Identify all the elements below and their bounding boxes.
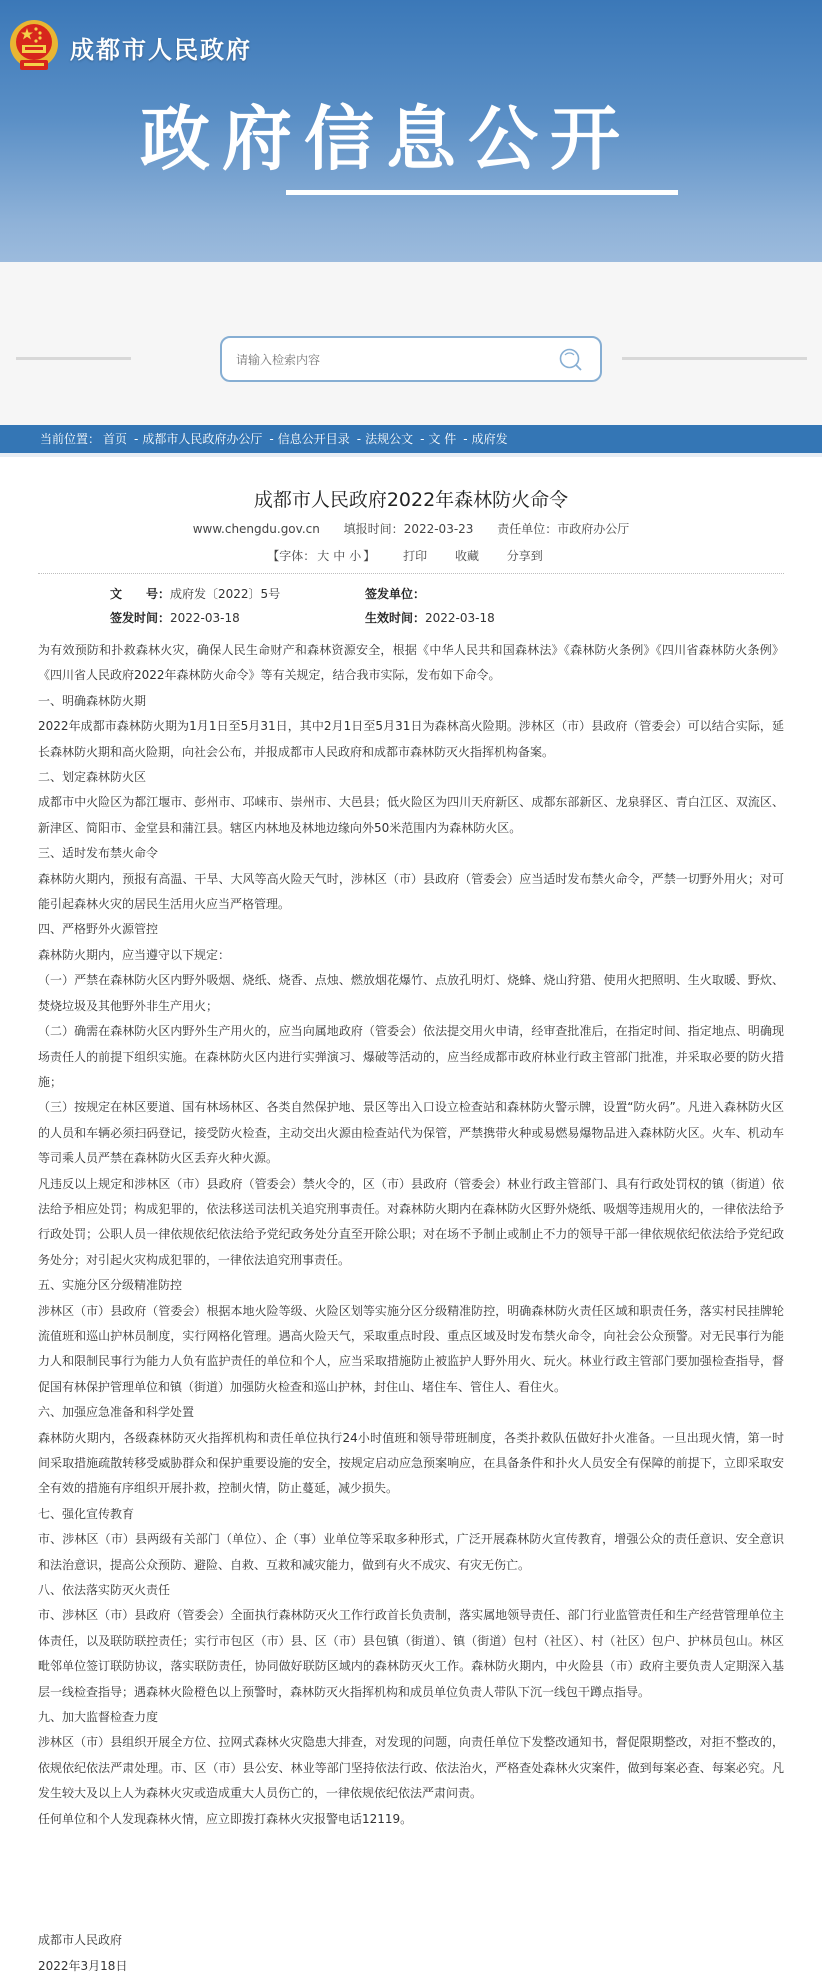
- breadcrumb-separator: -: [420, 432, 425, 446]
- section-heading: 九、加大监督检查力度: [38, 1710, 159, 1725]
- breadcrumb-separator: -: [269, 432, 274, 446]
- font-size-medium-button[interactable]: 中: [333, 549, 346, 563]
- paragraph: 市、涉林区（市）县政府（管委会）全面执行森林防灭火工作行政首长负责制，落实属地领导责任、部门行业监管责任和生产经营管理单位主体责任，以及联防联控责任；实行市包区（市）县、区（市）县包镇（街道）、镇（街道）包村（社区）、村（社区）包户、护林员包山。林区毗邻单位签订联防协议，落实联防责任，协同做好联防区域内的森林防灭火工作。森林防火期内，中火险县（市）政府主要负责人定期深入基层一线检查指导；遇森林火险橙色以上预警时，森林防灭火指挥机构和成员单位负责人带队下沉一线包干蹲点指导。: [38, 1608, 784, 1699]
- breadcrumb-separator: -: [356, 432, 362, 446]
- section-heading: 三、适时发布禁火命令: [38, 846, 159, 861]
- font-size-label-open: 【字体：: [267, 549, 316, 563]
- breadcrumb-separator: -: [134, 432, 139, 446]
- paragraph: （三）按规定在林区要道、国有林场林区、各类自然保护地、景区等出入口设立检查站和森林防火警示牌，设置“防火码”。凡进入森林防火区的人员和车辆必须扫码登记，接受防火检查，主动交出火源由检查站代为保管，严禁携带火种或易燃易爆物品进入森林防火区。火车、机动车等司乘人员严禁在森林防火区丢弃火种火源。: [38, 1100, 784, 1166]
- responsible-unit: [497, 522, 629, 536]
- font-size-control: [267, 549, 375, 563]
- article-tools: [38, 547, 784, 574]
- search-area: [0, 262, 822, 425]
- section-heading: 八、依法落实防灭火责任: [38, 1583, 171, 1598]
- issue-time: [110, 606, 365, 630]
- effective-time-label: 生效时间：: [365, 611, 426, 625]
- article: [0, 485, 822, 1979]
- fill-time: [344, 522, 474, 536]
- paragraph: （二）确需在森林防火区内野外生产用火的，应当向属地政府（管委会）依法提交用火申请，经审查批准后，在指定时间、指定地点、明确现场责任人的前提下组织实施。在森林防火区内进行实弹演习、爆破等活动的，应当经成都市政府林业行政主管部门批准，并采取必要的防火措施；: [38, 1024, 784, 1089]
- print-button[interactable]: 打印: [403, 549, 428, 563]
- doc-number-label: 文 号：: [110, 587, 171, 601]
- font-size-large-button[interactable]: 大: [317, 549, 330, 563]
- search-icon[interactable]: [558, 347, 584, 373]
- font-size-label-close: 】: [363, 549, 376, 563]
- site-name[interactable]: 成都市人民政府: [70, 36, 252, 64]
- signature: [38, 1927, 784, 1979]
- breadcrumb-item-home[interactable]: 首页: [103, 432, 128, 446]
- breadcrumb-item-regulations[interactable]: 法规公文: [365, 432, 414, 446]
- paragraph-preamble: 为有效预防和扑救森林火灾，确保人民生命财产和森林资源安全，根据《中华人民共和国森林法》《森林防火条例》《四川省森林防火条例》《四川省人民政府2022年森林防火命令》等有关规定，结合我市实际，发布如下命令。: [38, 643, 784, 683]
- search-divider-right: [622, 357, 807, 360]
- info-row: [110, 582, 784, 606]
- section-heading: 五、实施分区分级精准防控: [38, 1278, 183, 1293]
- paragraph: 凡违反以上规定和涉林区（市）县政府（管委会）禁火令的，区（市）县政府（管委会）林业行政主管部门、具有行政处罚权的镇（街道）依法给予相应处罚；构成犯罪的，依法移送司法机关追究刑事责任。对森林防火期内在森林防火区野外烧纸、吸烟等违规用火的，一律依法给予行政处罚；公职人员一律依规依纪依法给予党纪政务处分直至开除公职；对在场不予制止或制止不力的领导干部一律依规依纪依法给予党纪政务处分；对引起火灾构成犯罪的，一律依法追究刑事责任。: [38, 1176, 784, 1267]
- breadcrumb-label: 当前位置：: [40, 432, 101, 446]
- paragraph: （一）严禁在森林防火区内野外吸烟、烧纸、烧香、点烛、燃放烟花爆竹、点放孔明灯、烧蜂、烧山狩猎、使用火把照明、生火取暖、野炊、焚烧垃圾及其他野外非生产用火；: [38, 973, 784, 1013]
- doc-number: [110, 582, 365, 606]
- fill-time-value: 2022-03-23: [403, 522, 474, 536]
- search-input[interactable]: [234, 338, 538, 382]
- breadcrumb-separator: -: [463, 432, 468, 446]
- fill-time-label: 填报时间：: [343, 522, 404, 536]
- effective-time: [365, 606, 620, 630]
- article-meta: [38, 520, 784, 537]
- signature-date: 2022年3月18日: [38, 1959, 128, 1974]
- paragraph: 涉林区（市）县组织开展全方位、拉网式森林火灾隐患大排查，对发现的问题，向责任单位下发整改通知书，督促限期整改，对拒不整改的，依规依纪依法严肃处理。市、区（市）县公安、林业等部门坚持依法行政、依法治火，严格查处森林火灾案件，做到每案必查、每案必究。凡发生较大及以上人为森林火灾或造成重大人员伤亡的，一律依规依纪依法严肃问责。: [38, 1735, 784, 1801]
- breadcrumb: [0, 425, 822, 457]
- search-divider-left: [16, 357, 131, 360]
- signature-org: 成都市人民政府: [38, 1933, 123, 1948]
- section-heading: 七、强化宣传教育: [38, 1506, 135, 1521]
- breadcrumb-item-catalog[interactable]: 信息公开目录: [277, 432, 350, 446]
- section-heading: 六、加强应急准备和科学处置: [38, 1405, 195, 1420]
- paragraph: 森林防火期内，应当遵守以下规定：: [38, 947, 231, 962]
- issuer-label: 签发单位：: [365, 587, 426, 601]
- issue-time-label: 签发时间：: [110, 611, 171, 625]
- title-underline: [286, 190, 678, 195]
- breadcrumb-item-chengfufa[interactable]: 成府发: [471, 432, 508, 446]
- paragraph: 2022年成都市森林防火期为1月1日至5月31日，其中2月1日至5月31日为森林高火险期。涉林区（市）县政府（管委会）可以结合实际，延长森林防火期和高火险期，向社会公布，并报成都市人民政府和成都市森林防灭火指挥机构备案。: [38, 719, 784, 759]
- document-info: [110, 582, 784, 630]
- font-size-small-button[interactable]: 小: [349, 549, 362, 563]
- issuer: [365, 582, 620, 606]
- section-heading: 一、明确森林防火期: [38, 693, 147, 708]
- paragraph: 市、涉林区（市）县两级有关部门（单位）、企（事）业单位等采取多种形式，广泛开展森林防火宣传教育，增强公众的责任意识、安全意识和法治意识，提高公众预防、避险、自救、互救和减灾能力，做到有火不成灾、有灾无伤亡。: [38, 1532, 784, 1572]
- paragraph: 涉林区（市）县政府（管委会）根据本地火险等级、火险区划等实施分区分级精准防控，明确森林防火责任区域和职责任务，落实村民挂牌轮流值班和巡山护林员制度，实行网格化管理。遇高火险天气，采取重点时段、重点区域及时发布禁火命令，向社会公众预警。对无民事行为能力人和限制民事行为能力人负有监护责任的单位和个人，应当采取措施防止被监护人野外用火、玩火。林业行政主管部门要加强检查指导，督促国有林保护管理单位和镇（街道）加强防火检查和巡山护林，封住山、堵住车、管住人、看住火。: [38, 1303, 784, 1394]
- article-title: 成都市人民政府2022年森林防火命令: [253, 489, 569, 511]
- effective-time-value: 2022-03-18: [425, 611, 495, 625]
- paragraph: 森林防火期内，预报有高温、干旱、大风等高火险天气时，涉林区（市）县政府（管委会）应当适时发布禁火命令，严禁一切野外用火；对可能引起森林火灾的居民生活用火应当严格管理。: [38, 871, 784, 912]
- section-title: 政府信息公开: [140, 98, 632, 180]
- section-heading: 二、划定森林防火区: [38, 770, 147, 785]
- article-body: [38, 638, 784, 1832]
- favorite-button[interactable]: 收藏: [454, 549, 479, 563]
- section-heading: 四、严格野外火源管控: [38, 922, 159, 937]
- header-banner: [0, 0, 822, 262]
- paragraph: 成都市中火险区为都江堰市、彭州市、邛崃市、崇州市、大邑县；低火险区为四川天府新区、成都东部新区、龙泉驿区、青白江区、双流区、新津区、简阳市、金堂县和蒲江县。辖区内林地及林地边缘向外50米范围内为森林防火区。: [38, 795, 784, 835]
- share-button[interactable]: 分享到: [506, 549, 543, 563]
- search-box: [220, 336, 602, 382]
- issue-time-value: 2022-03-18: [170, 611, 240, 625]
- paragraph: 森林防火期内，各级森林防灭火指挥机构和责任单位执行24小时值班和领导带班制度，各类扑救队伍做好扑火准备。一旦出现火情，第一时间采取措施疏散转移受威胁群众和保护重要设施的安全，按规定启动应急预案响应，在具备条件和扑火人员安全有保障的前提下，立即采取安全有效的措施有序组织开展扑救，控制火情，防止蔓延，减少损失。: [38, 1430, 784, 1496]
- source-site: www.chengdu.gov.cn: [192, 522, 320, 536]
- paragraph: 任何单位和个人发现森林火情，应立即拨打森林火灾报警电话12119。: [38, 1811, 413, 1826]
- doc-number-value: 成府发〔2022〕5号: [170, 587, 281, 601]
- responsible-unit-value: 市政府办公厅: [557, 522, 630, 536]
- responsible-unit-label: 责任单位：: [497, 522, 558, 536]
- info-row: [110, 606, 784, 630]
- breadcrumb-item-documents[interactable]: 文 件: [428, 432, 457, 446]
- national-emblem-icon: [8, 18, 60, 74]
- breadcrumb-item-office[interactable]: 成都市人民政府办公厅: [142, 432, 263, 446]
